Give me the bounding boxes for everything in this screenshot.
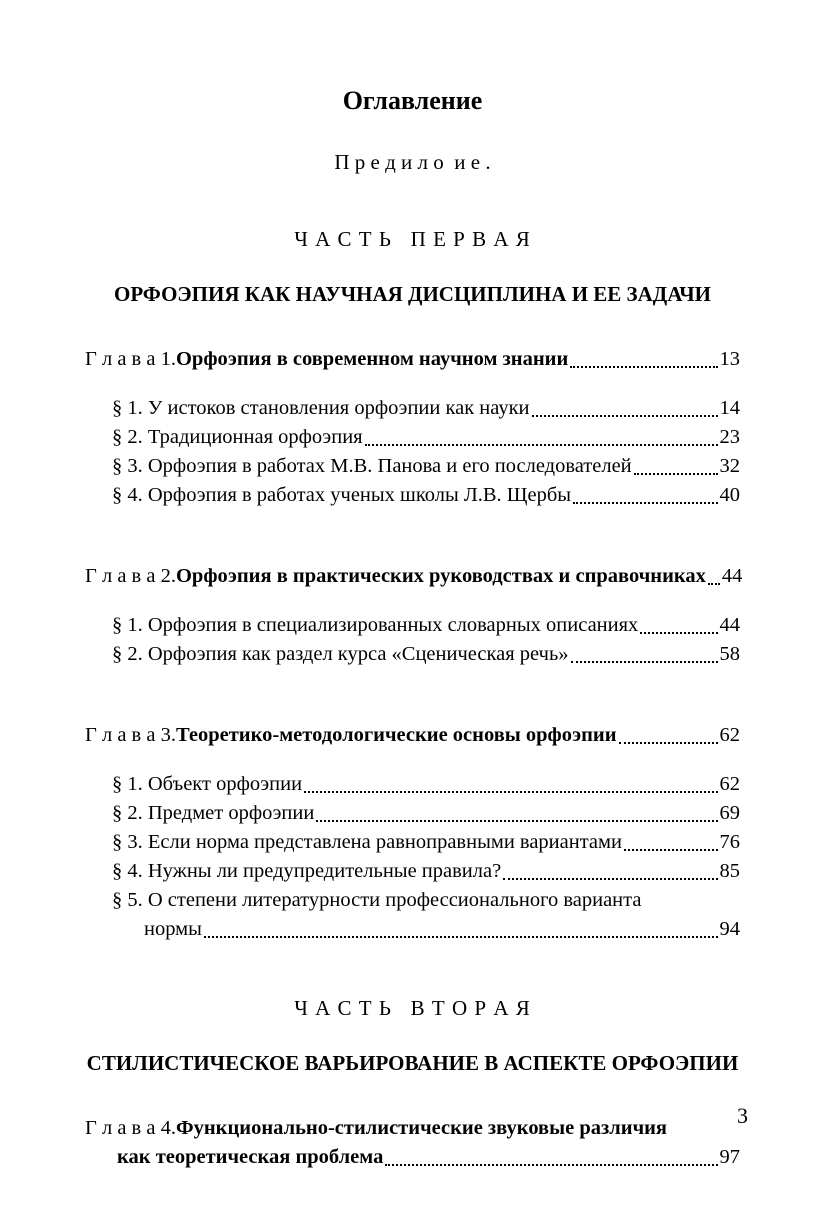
section-label: § 5. О степени литературности профессионального варианта: [112, 889, 642, 911]
chapter1-prefix: Г л а в а 1.: [85, 348, 176, 370]
dotted-leader: [204, 936, 718, 938]
chapter2-prefix: Г л а в а 2.: [85, 565, 176, 587]
section-page-ref: 32: [719, 455, 740, 477]
chapter1-page-ref: 13: [719, 348, 740, 370]
chapter4-entry: [85, 1114, 740, 1143]
section-entry: [112, 452, 740, 481]
part1-subtitle: ОРФОЭПИЯ КАК НАУЧНАЯ ДИСЦИПЛИНА И ЕЕ ЗАДАЧИ: [114, 282, 711, 306]
section-label: § 2. Орфоэпия как раздел курса «Сценическая речь»: [112, 643, 569, 665]
part1-heading: Ч А С Т Ь П Е Р В А Я: [294, 227, 531, 251]
section-label: § 1. Орфоэпия в специализированных словарных описаниях: [112, 614, 639, 636]
chapter3-title: Теоретико-методологические основы орфоэпии: [175, 724, 617, 746]
section-entry: [112, 481, 740, 510]
dotted-leader: [640, 632, 717, 634]
section-entry: [112, 857, 740, 886]
chapter1-entry: [85, 345, 740, 374]
dotted-leader: [708, 583, 720, 585]
dotted-leader: [316, 820, 717, 822]
dotted-leader: [571, 661, 718, 663]
dotted-leader: [570, 366, 717, 368]
section-label: § 2. Предмет орфоэпии: [112, 802, 315, 824]
section-entry: [112, 640, 740, 669]
section-label: § 1. У истоков становления орфоэпии как науки: [112, 397, 530, 419]
section-label: § 1. Объект орфоэпии: [112, 773, 303, 795]
chapter4-prefix: Г л а в а 4.: [85, 1117, 176, 1139]
dotted-leader: [624, 849, 718, 851]
section-page-ref: 94: [719, 918, 740, 940]
section-entry: [112, 886, 740, 915]
chapter2-sections: [112, 611, 740, 669]
chapter4-title: Функционально-стилистические звуковые различия: [175, 1117, 668, 1139]
part2-heading: Ч А С Т Ь В Т О Р А Я: [294, 996, 531, 1020]
chapter3-sections: [112, 770, 740, 944]
section-label: § 4. Нужны ли предупредительные правила?: [112, 860, 502, 882]
section-page-ref: 14: [719, 397, 740, 419]
section-entry: [112, 828, 740, 857]
dotted-leader: [503, 878, 717, 880]
section-page-ref: 23: [719, 426, 740, 448]
section-label: нормы: [144, 918, 202, 940]
dotted-leader: [573, 502, 717, 504]
chapter1-sections: [112, 394, 740, 510]
section-page-ref: 44: [719, 614, 740, 636]
section-page-ref: 69: [719, 802, 740, 824]
toc-content: [85, 0, 743, 1172]
section-page-ref: 58: [719, 643, 740, 665]
section-label: § 2. Традиционная орфоэпия: [112, 426, 363, 448]
page-title: Оглавление: [342, 86, 483, 115]
section-entry: [112, 394, 740, 423]
section-entry: [112, 423, 740, 452]
chapter2-page-ref: 44: [721, 565, 743, 587]
chapter1-title: Орфоэпия в современном научном знании: [175, 348, 569, 370]
section-page-ref: 62: [719, 773, 740, 795]
dotted-leader: [365, 444, 718, 446]
section-page-ref: 76: [719, 831, 740, 853]
dotted-leader: [532, 415, 718, 417]
chapter3-page-ref: 62: [719, 724, 740, 746]
chapter4-page-ref: 97: [719, 1146, 740, 1168]
dotted-leader: [634, 473, 718, 475]
section-page-ref: 40: [719, 484, 740, 506]
chapter4-title-continued: как теоретическая проблема: [117, 1146, 384, 1168]
section-entry-continuation: [112, 915, 740, 944]
page-number: 3: [737, 1103, 748, 1128]
section-label: § 3. Орфоэпия в работах М.В. Панова и его последователей: [112, 455, 632, 477]
section-label: § 4. Орфоэпия в работах ученых школы Л.В. Щербы: [112, 484, 572, 506]
part2-subtitle: СТИЛИСТИЧЕСКОЕ ВАРЬИРОВАНИЕ В АСПЕКТЕ ОРФОЭПИИ: [86, 1051, 739, 1075]
section-entry: [112, 770, 740, 799]
section-label: § 3. Если норма представлена равноправными вариантами: [112, 831, 622, 853]
section-entry: [112, 611, 740, 640]
chapter2-entry: [85, 562, 743, 591]
preface-line: П р е д и л о и е .: [334, 150, 491, 174]
dotted-leader: [304, 791, 717, 793]
chapter4-entry-continuation: [85, 1143, 740, 1172]
chapter3-entry: [85, 721, 740, 750]
dotted-leader: [619, 742, 718, 744]
section-page-ref: 85: [719, 860, 740, 882]
section-entry: [112, 799, 740, 828]
chapter2-title: Орфоэпия в практических руководствах и справочниках: [175, 565, 706, 587]
dotted-leader: [385, 1164, 717, 1166]
chapter3-prefix: Г л а в а 3.: [85, 724, 176, 746]
